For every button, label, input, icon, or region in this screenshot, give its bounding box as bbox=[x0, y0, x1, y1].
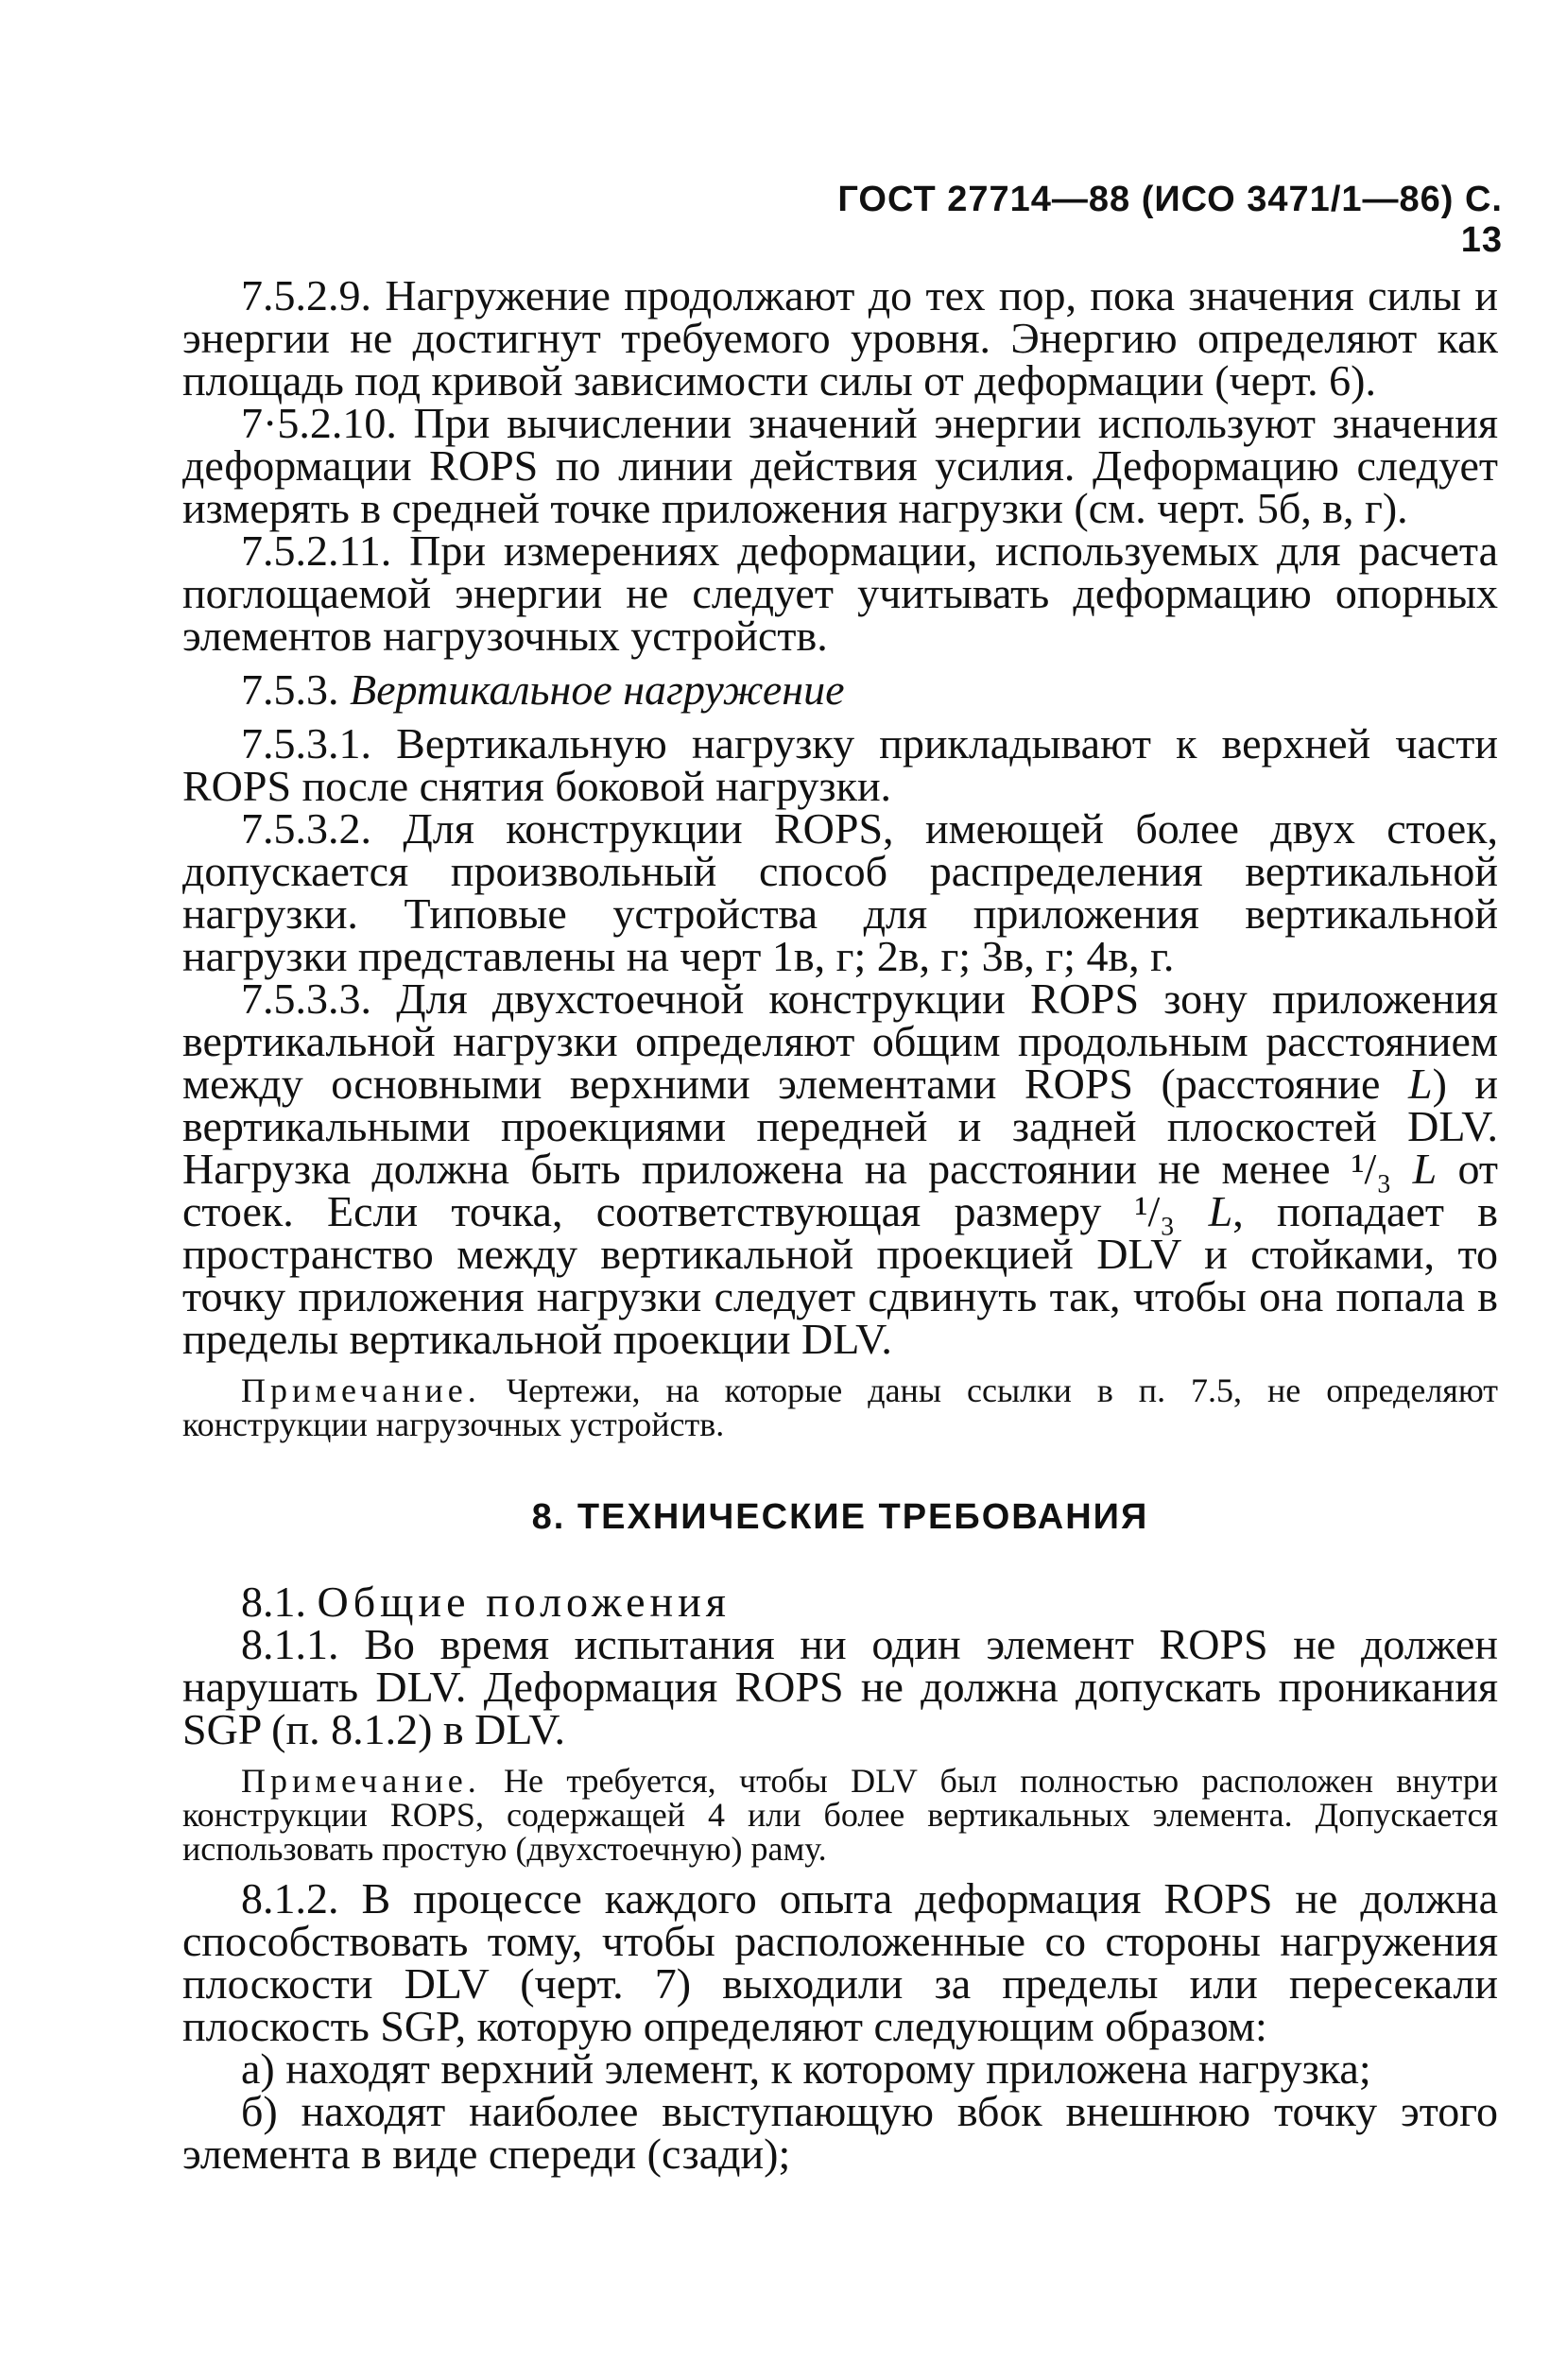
clause-7-5-2-10: 7·5.2.10. При вычислении значений энергии используют значения деформации ROPS по линии действия усилия. Деформацию следует измерять в средней точке приложения нагрузки (см. черт. 5б, в, г). bbox=[182, 399, 1498, 532]
clause-7-5-2-9: 7.5.2.9. Нагружение продолжают до тех пор, пока значения силы и энергии не достигнут требуемого уровня. Энергию определяют как площадь под кривой зависимости силы от деформации (черт. 6). bbox=[182, 271, 1498, 405]
note-7-5 bbox=[182, 1373, 1498, 1441]
note-text: Не требуется, чтобы DLV был полностью расположен внутри конструкции ROPS, содержащей 4 или более вертикальных элемента. Допускается использовать простую (двухстоечную) раму. bbox=[182, 1762, 1498, 1868]
clause-8-1-2: 8.1.2. В процессе каждого опыта деформация ROPS не должна способствовать тому, чтобы расположенные со стороны нагружения плоскости DLV (черт. 7) выходили за пределы или пересекали плоскость SGP, которую определяют следующим образом: bbox=[182, 1874, 1498, 2050]
clause-text-part: 7.5.3.3. Для двухстоечной конструкции ROPS зону приложения вертикальной нагрузки определяют общим продольным расстоянием между основными верхними элементами ROPS (расстояние bbox=[182, 974, 1498, 1108]
clause-7-5-3-3 bbox=[182, 974, 1499, 1363]
clause-text-part: , попадает в пространство между вертикальной проекцией DLV и стойками, то точку приложения нагрузки следует сдвинуть так, чтобы она попала в пределы вертикальной проекции DLV. bbox=[182, 1187, 1499, 1363]
clause-7-5-3-1: 7.5.3.1. Вертикальную нагрузку прикладывают к верхней части ROPS после снятия боковой нагрузки. bbox=[182, 719, 1498, 810]
clause-7-5-2-11: 7.5.2.11. При измерениях деформации, используемых для расчета поглощаемой энергии не следует учитывать деформацию опорных элементов нагрузочных устройств. bbox=[182, 526, 1498, 660]
subsection-title: Общие положения bbox=[317, 1578, 731, 1626]
subsection-number: 8.1. bbox=[241, 1578, 306, 1626]
symbol-L: L bbox=[1208, 1187, 1233, 1235]
clause-8-1-1: 8.1.1. Во время испытания ни один элемент ROPS не должен нарушать DLV. Деформация ROPS не должна допускать проникания SGP (п. 8.1.2) в DLV. bbox=[182, 1620, 1498, 1753]
subsection-heading-7-5-3 bbox=[182, 665, 1498, 714]
note-text: Чертежи, на которые даны ссылки в п. 7.5, не определяют конструкции нагрузочных устройств. bbox=[182, 1371, 1498, 1443]
list-item-b: б) находят наиболее выступающую вбок внешнюю точку этого элемента в виде спереди (сзади); bbox=[182, 2087, 1498, 2178]
document-body bbox=[182, 271, 1499, 2178]
note-8-1-1 bbox=[182, 1764, 1498, 1866]
subsection-number: 7.5.3. bbox=[241, 665, 339, 714]
running-header: ГОСТ 27714—88 (ИСО 3471/1—86) С. 13 bbox=[837, 180, 1503, 260]
clause-7-5-3-2: 7.5.3.2. Для конструкции ROPS, имеющей более двух стоек, допускается произвольный способ распределения вертикальной нагрузки. Типовые устройства для приложения вертикальной нагрузки представлены на черт 1в, г; 2в, г; 3в, г; 4в, г. bbox=[182, 804, 1498, 980]
subsection-title: Вертикальное нагружение bbox=[350, 665, 845, 714]
section-8-title: 8. ТЕХНИЧЕСКИЕ ТРЕБОВАНИЯ bbox=[531, 1497, 1149, 1537]
subsection-heading-8-1 bbox=[182, 1578, 1498, 1626]
list-item-a: а) находят верхний элемент, к которому приложена нагрузка; bbox=[241, 2044, 1371, 2093]
symbol-L: L bbox=[1407, 1060, 1433, 1108]
clause-text-part: от стоек. Если точка, соответствующая размеру ¹/₃ bbox=[182, 1145, 1498, 1235]
note-label: Примечание. bbox=[241, 1762, 481, 1800]
note-label: Примечание. bbox=[241, 1371, 481, 1409]
symbol-L: L bbox=[1412, 1145, 1438, 1193]
clause-text-part: ) и вертикальными проекциями передней и задней плоскостей DLV. Нагрузка должна быть приложена на расстоянии не менее ¹/₃ bbox=[182, 1060, 1498, 1193]
